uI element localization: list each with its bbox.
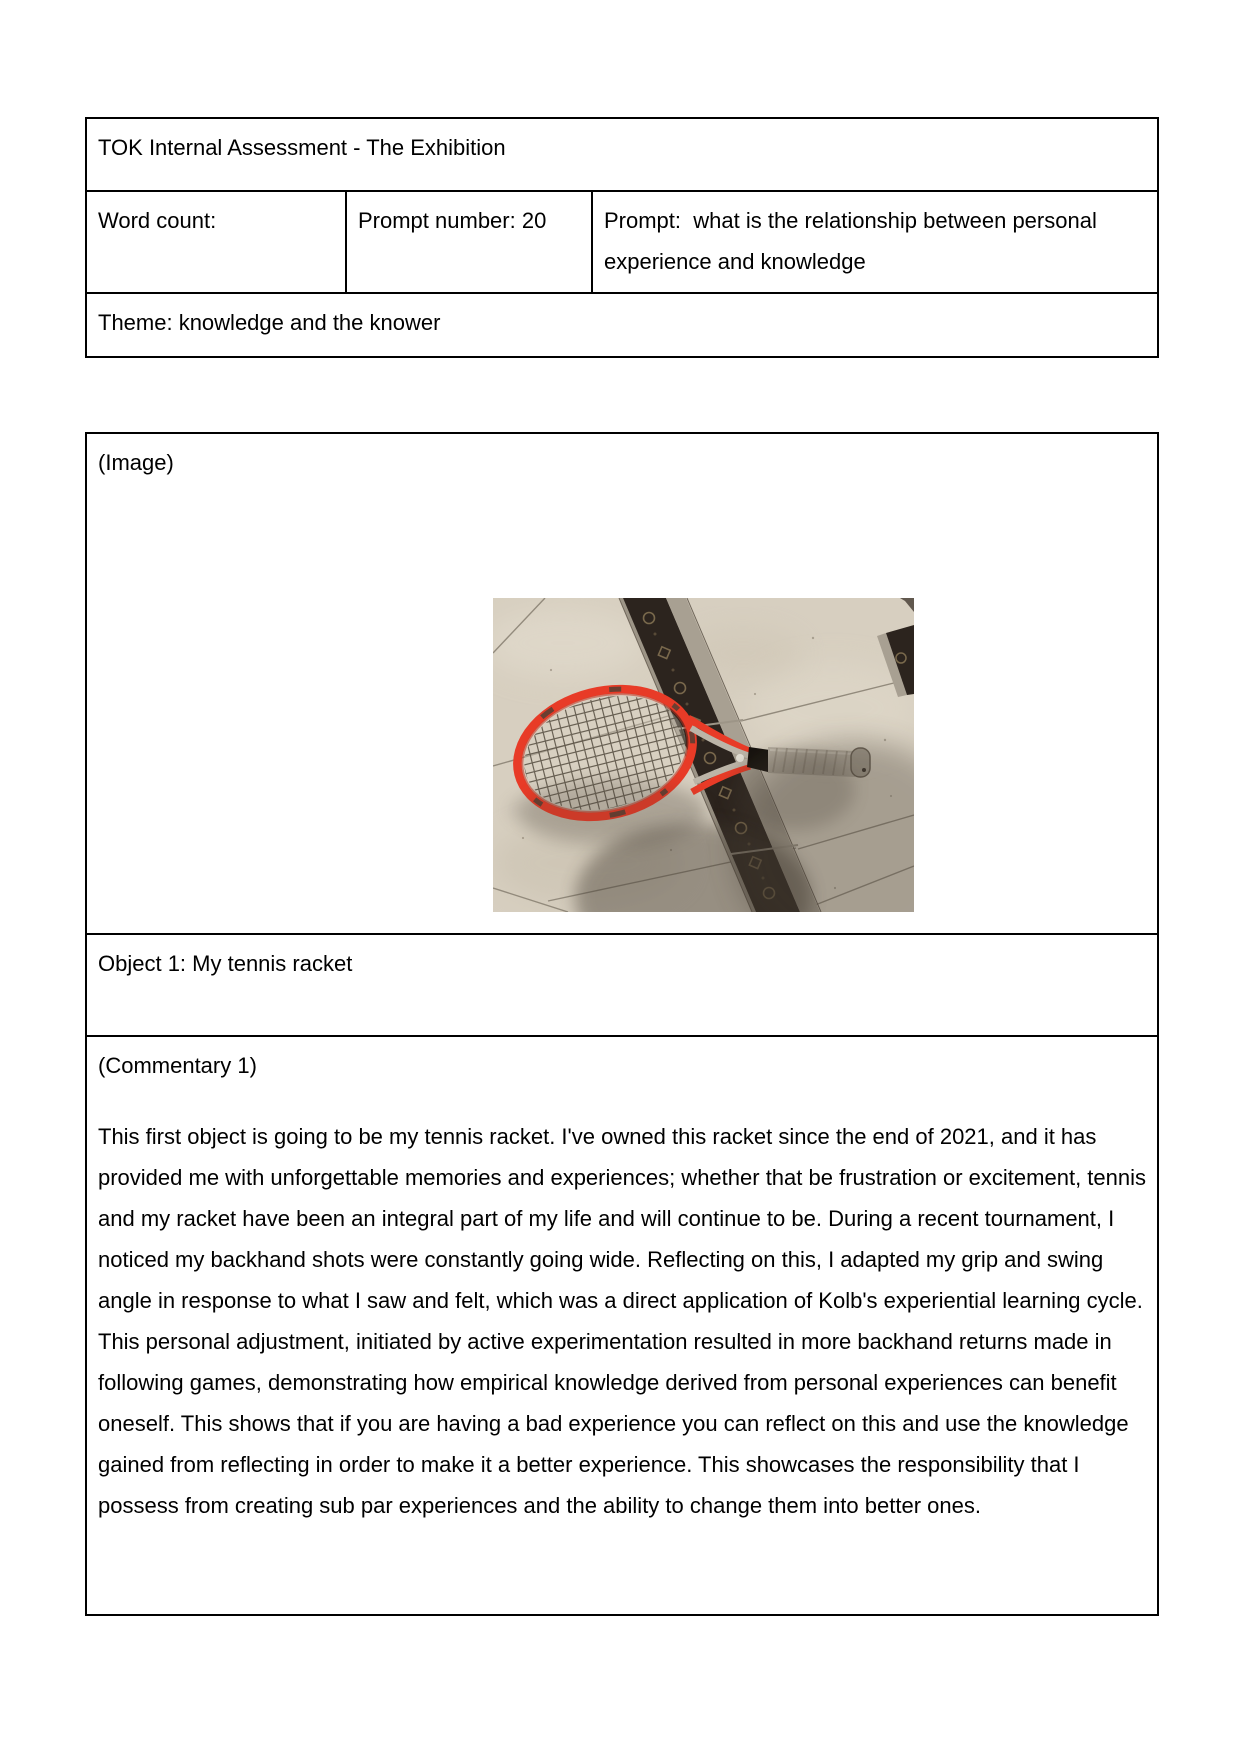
header-table [85, 117, 1159, 358]
exhibition-table [85, 432, 1159, 1616]
assessment-title: TOK Internal Assessment - The Exhibition [86, 118, 1158, 191]
racket-photo-graphic [493, 598, 914, 912]
tennis-racket-photo [493, 598, 914, 912]
image-cell [86, 433, 1158, 934]
image-placeholder-label: (Image) [98, 450, 174, 475]
word-count-cell: Word count: [86, 191, 346, 293]
prompt-cell: Prompt: what is the relationship between personal experience and knowledge [592, 191, 1158, 293]
object-caption-cell: Object 1: My tennis racket [86, 934, 1158, 1036]
prompt-number-cell: Prompt number: 20 [346, 191, 592, 293]
commentary-label: (Commentary 1) [98, 1053, 257, 1078]
commentary-cell [86, 1036, 1158, 1615]
theme-cell: Theme: knowledge and the knower [86, 293, 1158, 357]
commentary-paragraph: This first object is going to be my tennis racket. I've owned this racket since the end of 2021, and it has provided me with unforgettable memories and experiences; whether that be frustration or excitement, tennis and my racket have been an integral part of my life and will continue to be. During a recent tournament, I noticed my backhand shots were constantly going wide. Reflecting on this, I adapted my grip and swing angle in response to what I saw and felt, which was a direct application of Kolb's experiential learning cycle. This personal adjustment, initiated by active experimentation resulted in more backhand returns made in following games, demonstrating how empirical knowledge derived from personal experiences can benefit oneself. This shows that if you are having a bad experience you can reflect on this and use the knowledge gained from reflecting in order to make it a better experience. This showcases the responsibility that I possess from creating sub par experiences and the ability to change them into better ones. [98, 1124, 1146, 1518]
